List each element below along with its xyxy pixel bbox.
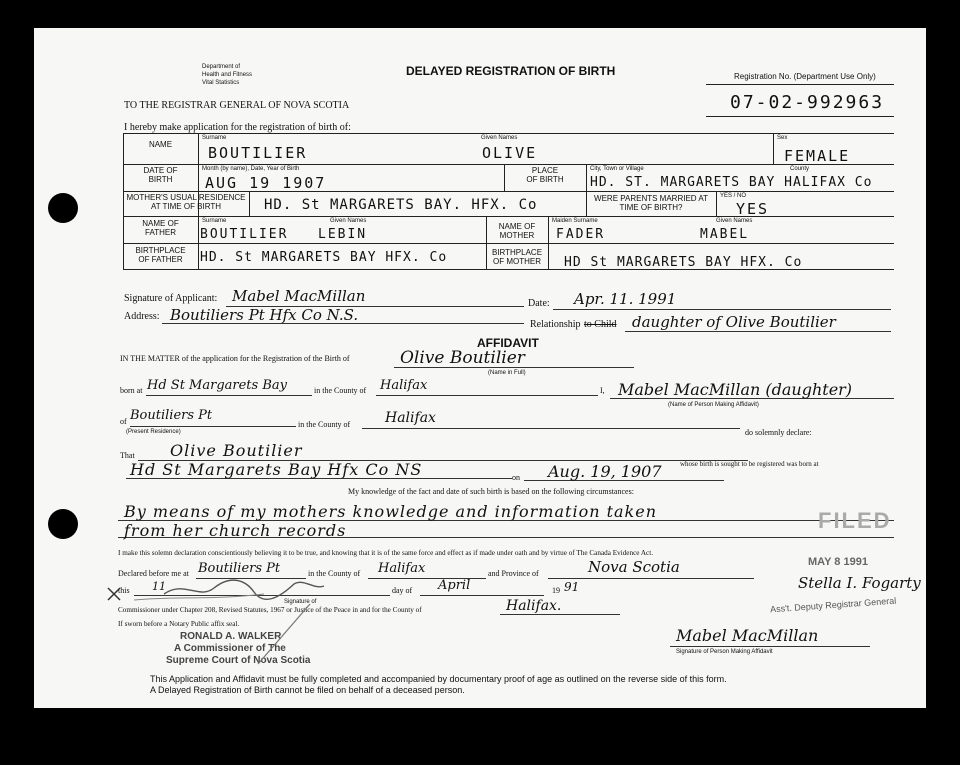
application-line: I hereby make application for the registration of birth of: bbox=[124, 122, 351, 133]
matter-text: IN THE MATTER of the application for the Registration of the Birth of bbox=[120, 354, 350, 363]
solemn-declaration: I make this solemn declaration conscientiously believing it to be true, and knowing that it is of the same force and effect as if made under oath and by virtue of The Canada Evidence Act. bbox=[118, 549, 654, 557]
surname-value: BOUTILIER bbox=[208, 144, 308, 162]
mother-bp-value: HD St MARGARETS BAY HFX. Co bbox=[564, 255, 803, 270]
underline bbox=[146, 395, 312, 396]
circumstances-line-1: By means of my mothers knowledge and information taken bbox=[124, 502, 658, 521]
applicant-sig-label: Signature of Applicant: bbox=[124, 293, 218, 304]
mother-res-label: MOTHER'S USUAL RESIDENCE bbox=[126, 193, 246, 202]
day-of-label: day of bbox=[392, 586, 413, 595]
of-label: of bbox=[120, 417, 127, 426]
month-value: April bbox=[438, 578, 471, 593]
county-of-label: in the County of bbox=[314, 386, 367, 395]
mother-bp-label: OF MOTHER bbox=[493, 257, 541, 266]
mother-given-value: MABEL bbox=[700, 227, 750, 242]
affidavit-heading: AFFIDAVIT bbox=[477, 336, 539, 350]
dob-label: DATE OF bbox=[143, 166, 178, 175]
table-line bbox=[716, 191, 717, 216]
relationship-label: Relationship bbox=[530, 319, 581, 330]
mother-surname-value: FADER bbox=[556, 227, 606, 242]
given-caption: Given Names bbox=[481, 135, 518, 141]
year-prefix: 19 bbox=[552, 586, 560, 595]
registration-number: 07-02-992963 bbox=[730, 92, 885, 113]
table-line bbox=[249, 191, 250, 216]
declared-label: Declared before me at bbox=[118, 569, 189, 578]
born-at-value: Hd St Margarets Bay bbox=[147, 378, 287, 393]
filed-date-stamp: MAY 8 1991 bbox=[808, 556, 868, 568]
that-label: That bbox=[120, 451, 135, 460]
father-bp-label: OF FATHER bbox=[138, 255, 183, 264]
given-caption: Given Names bbox=[330, 218, 367, 224]
city-caption: City, Town or Village bbox=[590, 166, 644, 172]
maiden-caption: Maiden Surname bbox=[552, 218, 598, 224]
circumstances-line-2: from her church records bbox=[124, 521, 347, 540]
father-label: FATHER bbox=[145, 228, 176, 237]
married-value: YES bbox=[736, 200, 770, 218]
dept-line: Department of bbox=[202, 64, 241, 70]
deponent-sig-caption: Signature of Person Making Affidavit bbox=[676, 649, 773, 655]
dept-line: Health and Fitness bbox=[202, 72, 253, 78]
table-line bbox=[773, 133, 774, 164]
table-line bbox=[123, 243, 894, 244]
county-caption: County bbox=[790, 166, 810, 172]
given-caption: Given Names bbox=[716, 218, 753, 224]
married-label: TIME OF BIRTH? bbox=[619, 203, 683, 212]
born-at-label: born at bbox=[120, 386, 143, 395]
underline bbox=[362, 428, 740, 429]
applicant-address: Boutiliers Pt Hfx Co N.S. bbox=[170, 306, 359, 324]
surname-caption: Surname bbox=[202, 135, 227, 141]
to-registrar: TO THE REGISTRAR GENERAL OF NOVA SCOTIA bbox=[124, 100, 350, 111]
underline bbox=[553, 309, 891, 310]
name-label: NAME bbox=[148, 140, 173, 149]
pob-value: HD. ST. MARGARETS BAY HALIFAX Co bbox=[590, 175, 873, 190]
married-label: WERE PARENTS MARRIED AT bbox=[594, 194, 708, 203]
this-label: this bbox=[118, 586, 130, 595]
knowledge-line: My knowledge of the fact and date of such birth is based on the following circumstances: bbox=[348, 487, 634, 496]
commissioner-stamp-title: A Commissioner of The bbox=[174, 643, 286, 654]
res-county-label: in the County of bbox=[298, 420, 351, 429]
mother-bp-label: BIRTHPLACE bbox=[491, 248, 543, 257]
father-label: NAME OF bbox=[142, 219, 179, 228]
dob-caption: Month (by name), Date, Year of Birth bbox=[202, 166, 300, 172]
that-name-value: Olive Boutilier bbox=[170, 441, 303, 460]
commissioner-line: Commissioner under Chapter 208, Revised Statutes, 1967 or Justice of the Peace in and for the County of bbox=[118, 606, 422, 614]
declared-county-value: Halifax bbox=[378, 561, 426, 576]
i-label: I, bbox=[600, 386, 605, 395]
deponent-value: Mabel MacMillan (daughter) bbox=[618, 380, 853, 399]
father-bp-label: BIRTHPLACE bbox=[135, 246, 186, 255]
table-line bbox=[586, 164, 587, 191]
res-county-value: Halifax bbox=[385, 410, 436, 426]
father-given-value: LEBIN bbox=[318, 227, 368, 242]
filed-stamp: FILED bbox=[818, 508, 892, 533]
province-label: and Province of bbox=[488, 569, 539, 578]
name-caption: (Name in Full) bbox=[488, 370, 526, 376]
underline bbox=[130, 426, 296, 427]
yes-no-caption: YES / NO bbox=[720, 193, 747, 199]
table-line bbox=[123, 133, 894, 134]
year-suffix: 91 bbox=[564, 580, 580, 594]
sig-commissioner-caption: Signature of bbox=[284, 599, 317, 605]
underline bbox=[548, 578, 754, 579]
underline bbox=[500, 614, 620, 615]
residence-value: Boutiliers Pt bbox=[130, 408, 213, 423]
mother-res-label: AT TIME OF BIRTH bbox=[150, 202, 222, 211]
deputy-title: Ass't. Deputy Registrar General bbox=[769, 595, 897, 615]
residence-caption: (Present Residence) bbox=[126, 429, 181, 435]
registration-label: Registration No. (Department Use Only) bbox=[734, 72, 876, 81]
underline bbox=[420, 595, 544, 596]
reg-box-line bbox=[706, 116, 894, 117]
mother-res-value: HD. St MARGARETS BAY. HFX. Co bbox=[264, 197, 538, 213]
underline bbox=[625, 331, 891, 332]
surname-caption: Surname bbox=[202, 218, 227, 224]
mother-label: MOTHER bbox=[499, 231, 535, 240]
born-county-value: Halifax bbox=[380, 378, 428, 393]
birth-date-value: Aug. 19, 1907 bbox=[548, 462, 662, 481]
stamp-slash bbox=[240, 600, 330, 670]
punch-hole bbox=[48, 193, 78, 223]
underline bbox=[376, 395, 598, 396]
commissioner-stamp-court: Supreme Court of Nova Scotia bbox=[166, 655, 311, 666]
father-bp-value: HD. St MARGARETS BAY HFX. Co bbox=[200, 250, 448, 265]
solemnly-text: do solemnly declare: bbox=[745, 428, 812, 437]
birth-place-value: Hd St Margarets Bay Hfx Co NS bbox=[130, 460, 423, 479]
notary-line: If sworn before a Notary Public affix seal. bbox=[118, 620, 240, 628]
dob-label: BIRTH bbox=[148, 175, 173, 184]
mother-label: NAME OF bbox=[498, 222, 536, 231]
table-line bbox=[123, 216, 894, 217]
address-label: Address: bbox=[124, 311, 160, 322]
punch-hole bbox=[48, 509, 78, 539]
date-label: Date: bbox=[528, 298, 550, 309]
deputy-signature: Stella I. Fogarty bbox=[798, 574, 921, 592]
footer-line-2: A Delayed Registration of Birth cannot be filed on behalf of a deceased person. bbox=[150, 685, 465, 695]
footer-line-1: This Application and Affidavit must be fully completed and accompanied by documentary proof of age as outlined on the reverse side of this form. bbox=[150, 674, 727, 684]
reg-box-line bbox=[706, 84, 894, 85]
pob-label: OF BIRTH bbox=[526, 175, 564, 184]
underline bbox=[670, 646, 870, 647]
province-value: Nova Scotia bbox=[588, 558, 680, 576]
table-line bbox=[548, 216, 549, 269]
relationship-value: daughter of Olive Boutilier bbox=[632, 313, 836, 331]
form-title: DELAYED REGISTRATION OF BIRTH bbox=[406, 64, 616, 78]
commissioner-county-value: Halifax. bbox=[506, 598, 562, 614]
table-line bbox=[123, 164, 894, 165]
father-surname-value: BOUTILIER bbox=[200, 227, 289, 242]
deponent-caption: (Name of Person Making Affidavit) bbox=[668, 402, 759, 408]
applicant-signature: Mabel MacMillan bbox=[232, 287, 366, 305]
pob-label: PLACE bbox=[531, 166, 559, 175]
applicant-date: Apr. 11. 1991 bbox=[574, 290, 677, 308]
sex-caption: Sex bbox=[777, 135, 788, 141]
commissioner-stamp-name: RONALD A. WALKER bbox=[180, 631, 282, 642]
declared-at-value: Boutiliers Pt bbox=[198, 561, 281, 576]
relationship-struck: to Child bbox=[584, 319, 617, 330]
deponent-signature: Mabel MacMillan bbox=[676, 626, 819, 645]
given-value: OLIVE bbox=[482, 144, 538, 162]
on-label: on bbox=[512, 473, 520, 482]
day-number: 11 bbox=[152, 580, 166, 593]
dob-value: AUG 19 1907 bbox=[205, 174, 327, 192]
sex-value: FEMALE bbox=[784, 147, 851, 165]
whose-birth-text: whose birth is sought to be registered was born at bbox=[680, 460, 819, 468]
dept-line: Vital Statistics bbox=[202, 80, 240, 86]
declared-county-label: in the County of bbox=[308, 569, 361, 578]
matter-name: Olive Boutilier bbox=[400, 348, 525, 368]
